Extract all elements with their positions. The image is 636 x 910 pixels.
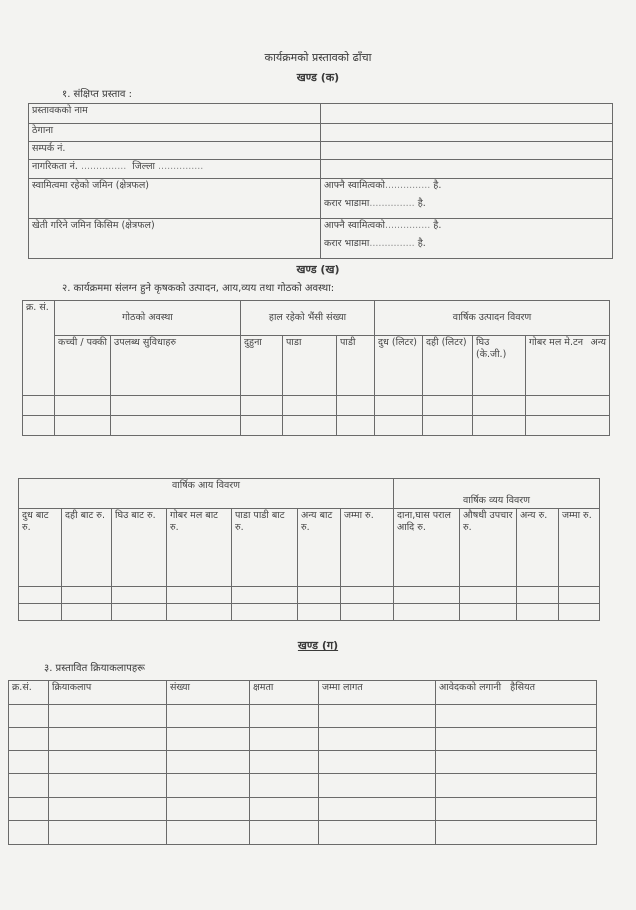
unit-hectare: है. [433,180,442,191]
cell[interactable] [250,705,319,728]
cell[interactable] [460,604,517,621]
section-b-subheading: २. कार्यक्रममा संलग्न हुने कृषकको उत्पादन, आय,व्यय तथा गोठको अवस्था: [62,283,335,294]
cell[interactable] [436,728,597,751]
cell[interactable] [517,587,559,604]
cell[interactable] [9,821,49,845]
sn-header: क्र. सं. [23,301,55,396]
col-header: कच्ची / पक्की [55,336,111,396]
cell[interactable] [436,774,597,798]
cell[interactable] [167,587,232,604]
cell[interactable] [341,604,394,621]
production-table [22,300,610,436]
cell[interactable] [112,587,167,604]
section-b-heading: खण्ड (ख) [296,263,340,276]
cell[interactable] [319,798,436,821]
col-header: पाडा [283,336,337,396]
annual-income-header: वार्षिक आय विवरण [19,479,394,509]
cell[interactable] [250,728,319,751]
col-header: दुध बाट रु. [19,509,62,587]
table-row [19,587,600,604]
col-header: पाडा पाडी बाट रु. [232,509,298,587]
table-row [9,705,597,728]
cell[interactable] [49,774,167,798]
col-header: क्षमता [250,681,319,705]
own-label: आफ्नै स्वामित्वको [324,220,385,231]
unit-hectare: है. [433,220,442,231]
citizenship-label: नागरिकता नं. [32,161,78,172]
cell[interactable] [319,821,436,845]
cell[interactable] [559,604,600,621]
cell[interactable] [436,751,597,774]
cell[interactable] [167,821,250,845]
cell[interactable] [55,396,111,416]
cell[interactable] [283,396,337,416]
cell[interactable] [341,587,394,604]
proposer-name-label: प्रस्तावकको नाम [29,104,321,124]
cell[interactable] [337,416,375,436]
district-label: जिल्ला [132,161,155,172]
cell[interactable] [423,416,473,436]
dotted-line: ............... [369,238,415,249]
col-header: दुध (लिटर) [375,336,423,396]
contact-field[interactable] [321,142,613,160]
cell[interactable] [111,396,241,416]
cell[interactable] [241,396,283,416]
cell[interactable] [473,396,526,416]
cell[interactable] [9,728,49,751]
lease-label: करार भाडामा [324,198,370,209]
cell[interactable] [394,587,460,604]
cell[interactable] [283,416,337,436]
address-label: ठेगाना [29,124,321,142]
lease-label: करार भाडामा [324,238,370,249]
cell[interactable] [167,774,250,798]
shed-status-header: गोठको अवस्था [55,301,241,336]
col-header: दही बाट रु. [62,509,112,587]
cell[interactable] [23,416,55,436]
cell[interactable] [298,604,341,621]
cell[interactable] [517,604,559,621]
col-header: अन्य बाट रु. [298,509,341,587]
cultivable-land-label: खेती गरिने जमिन किसिम (क्षेत्रफल) [29,219,321,259]
unit-hectare: है. [417,198,426,209]
cell[interactable] [55,416,111,436]
cell[interactable] [298,587,341,604]
cell[interactable] [49,798,167,821]
unit-hectare: है. [417,238,426,249]
cell[interactable] [49,705,167,728]
cell[interactable] [319,728,436,751]
cell[interactable] [319,774,436,798]
cell[interactable] [232,587,298,604]
cell[interactable] [559,587,600,604]
income-expense-table [18,478,600,621]
cell[interactable] [232,604,298,621]
col-header: दाना,घास पराल आदि रु. [394,509,460,587]
cell[interactable] [436,821,597,845]
owned-land-field[interactable] [321,179,613,219]
section-a-heading: खण्ड (क) [296,71,340,84]
table-row [9,728,597,751]
section-c-heading: खण्ड (ग) [297,639,339,652]
proposed-activities-table [8,680,597,845]
cell[interactable] [436,798,597,821]
col-header: अन्य रु. [517,509,559,587]
cell[interactable] [526,396,610,416]
cell[interactable] [526,416,610,436]
table-row [9,751,597,774]
other-header: अन्य [590,337,607,348]
dotted-line: ............... [369,198,415,209]
cell[interactable] [167,751,250,774]
cell[interactable] [241,416,283,436]
cell[interactable] [62,604,112,621]
cell[interactable] [423,396,473,416]
cell[interactable] [250,798,319,821]
cell[interactable] [9,705,49,728]
cultivable-land-field[interactable] [321,219,613,259]
form-title: कार्यक्रमको प्रस्तावको ढाँचा [264,51,372,64]
col-header: औषधी उपचार रु. [460,509,517,587]
col-header: गोबर मल बाट रु. [167,509,232,587]
cell[interactable] [250,751,319,774]
cell[interactable] [337,396,375,416]
cell[interactable] [49,728,167,751]
col-header: घिउ (के.जी.) [473,336,526,396]
cell[interactable] [167,728,250,751]
brief-proposal-table [28,103,613,259]
cell[interactable] [473,416,526,436]
table-row [9,821,597,845]
cell[interactable] [319,705,436,728]
table-row [9,798,597,821]
citizenship-field[interactable] [321,160,613,179]
col-header: क्रियाकलाप [49,681,167,705]
dotted-line: ............... [158,161,204,172]
cell[interactable] [9,798,49,821]
col-header: दुहुना [241,336,283,396]
cell[interactable] [250,774,319,798]
cell[interactable] [375,416,423,436]
cell[interactable] [394,604,460,621]
own-label: आफ्नै स्वामित्वको [324,180,385,191]
col-header: जम्मा रु. [559,509,600,587]
cell[interactable] [167,705,250,728]
table-row [23,396,610,416]
table-row [23,416,610,436]
annual-production-header: वार्षिक उत्पादन विवरण [375,301,610,336]
cell[interactable] [9,751,49,774]
cell[interactable] [23,396,55,416]
col-header: जम्मा लागत [319,681,436,705]
applicant-investment-header: आवेदकको लगानी [439,682,502,693]
col-header: दही (लिटर) [423,336,473,396]
proposer-name-field[interactable] [321,104,613,124]
cell[interactable] [167,604,232,621]
cell[interactable] [375,396,423,416]
cell[interactable] [19,587,62,604]
dotted-line: ............... [384,180,431,191]
col-header [526,336,610,396]
cell[interactable] [250,821,319,845]
col-header: क्र.सं. [9,681,49,705]
status-header: हैसियत [510,682,536,693]
cell[interactable] [49,821,167,845]
col-header: संख्या [167,681,250,705]
owned-land-label: स्वामित्वमा रहेको जमिन (क्षेत्रफल) [29,179,321,219]
cell[interactable] [319,751,436,774]
contact-label: सम्पर्क नं. [29,142,321,160]
buffalo-count-header: हाल रहेको भैंसी संख्या [241,301,375,336]
table-row [19,604,600,621]
cell[interactable] [111,416,241,436]
cell[interactable] [436,705,597,728]
annual-expense-header: वार्षिक व्यय विवरण [394,479,600,509]
table-row [9,774,597,798]
cell[interactable] [460,587,517,604]
cell[interactable] [9,774,49,798]
col-header: उपलब्ध सुविधाहरु [111,336,241,396]
dung-header: गोबर मल मे.टन [529,337,584,348]
cell[interactable] [112,604,167,621]
dotted-line: ............... [384,220,431,231]
cell[interactable] [49,751,167,774]
dotted-line: ............... [80,161,127,172]
cell[interactable] [167,798,250,821]
col-header: जम्मा रु. [341,509,394,587]
cell[interactable] [19,604,62,621]
section-a-subheading: १. संक्षिप्त प्रस्ताव : [62,89,133,100]
col-header [436,681,597,705]
cell[interactable] [62,587,112,604]
col-header: पाडी [337,336,375,396]
address-field[interactable] [321,124,613,142]
col-header: घिउ बाट रु. [112,509,167,587]
citizenship-district-label [29,160,321,179]
section-c-subheading: ३. प्रस्तावित क्रियाकलापहरू [44,663,145,674]
